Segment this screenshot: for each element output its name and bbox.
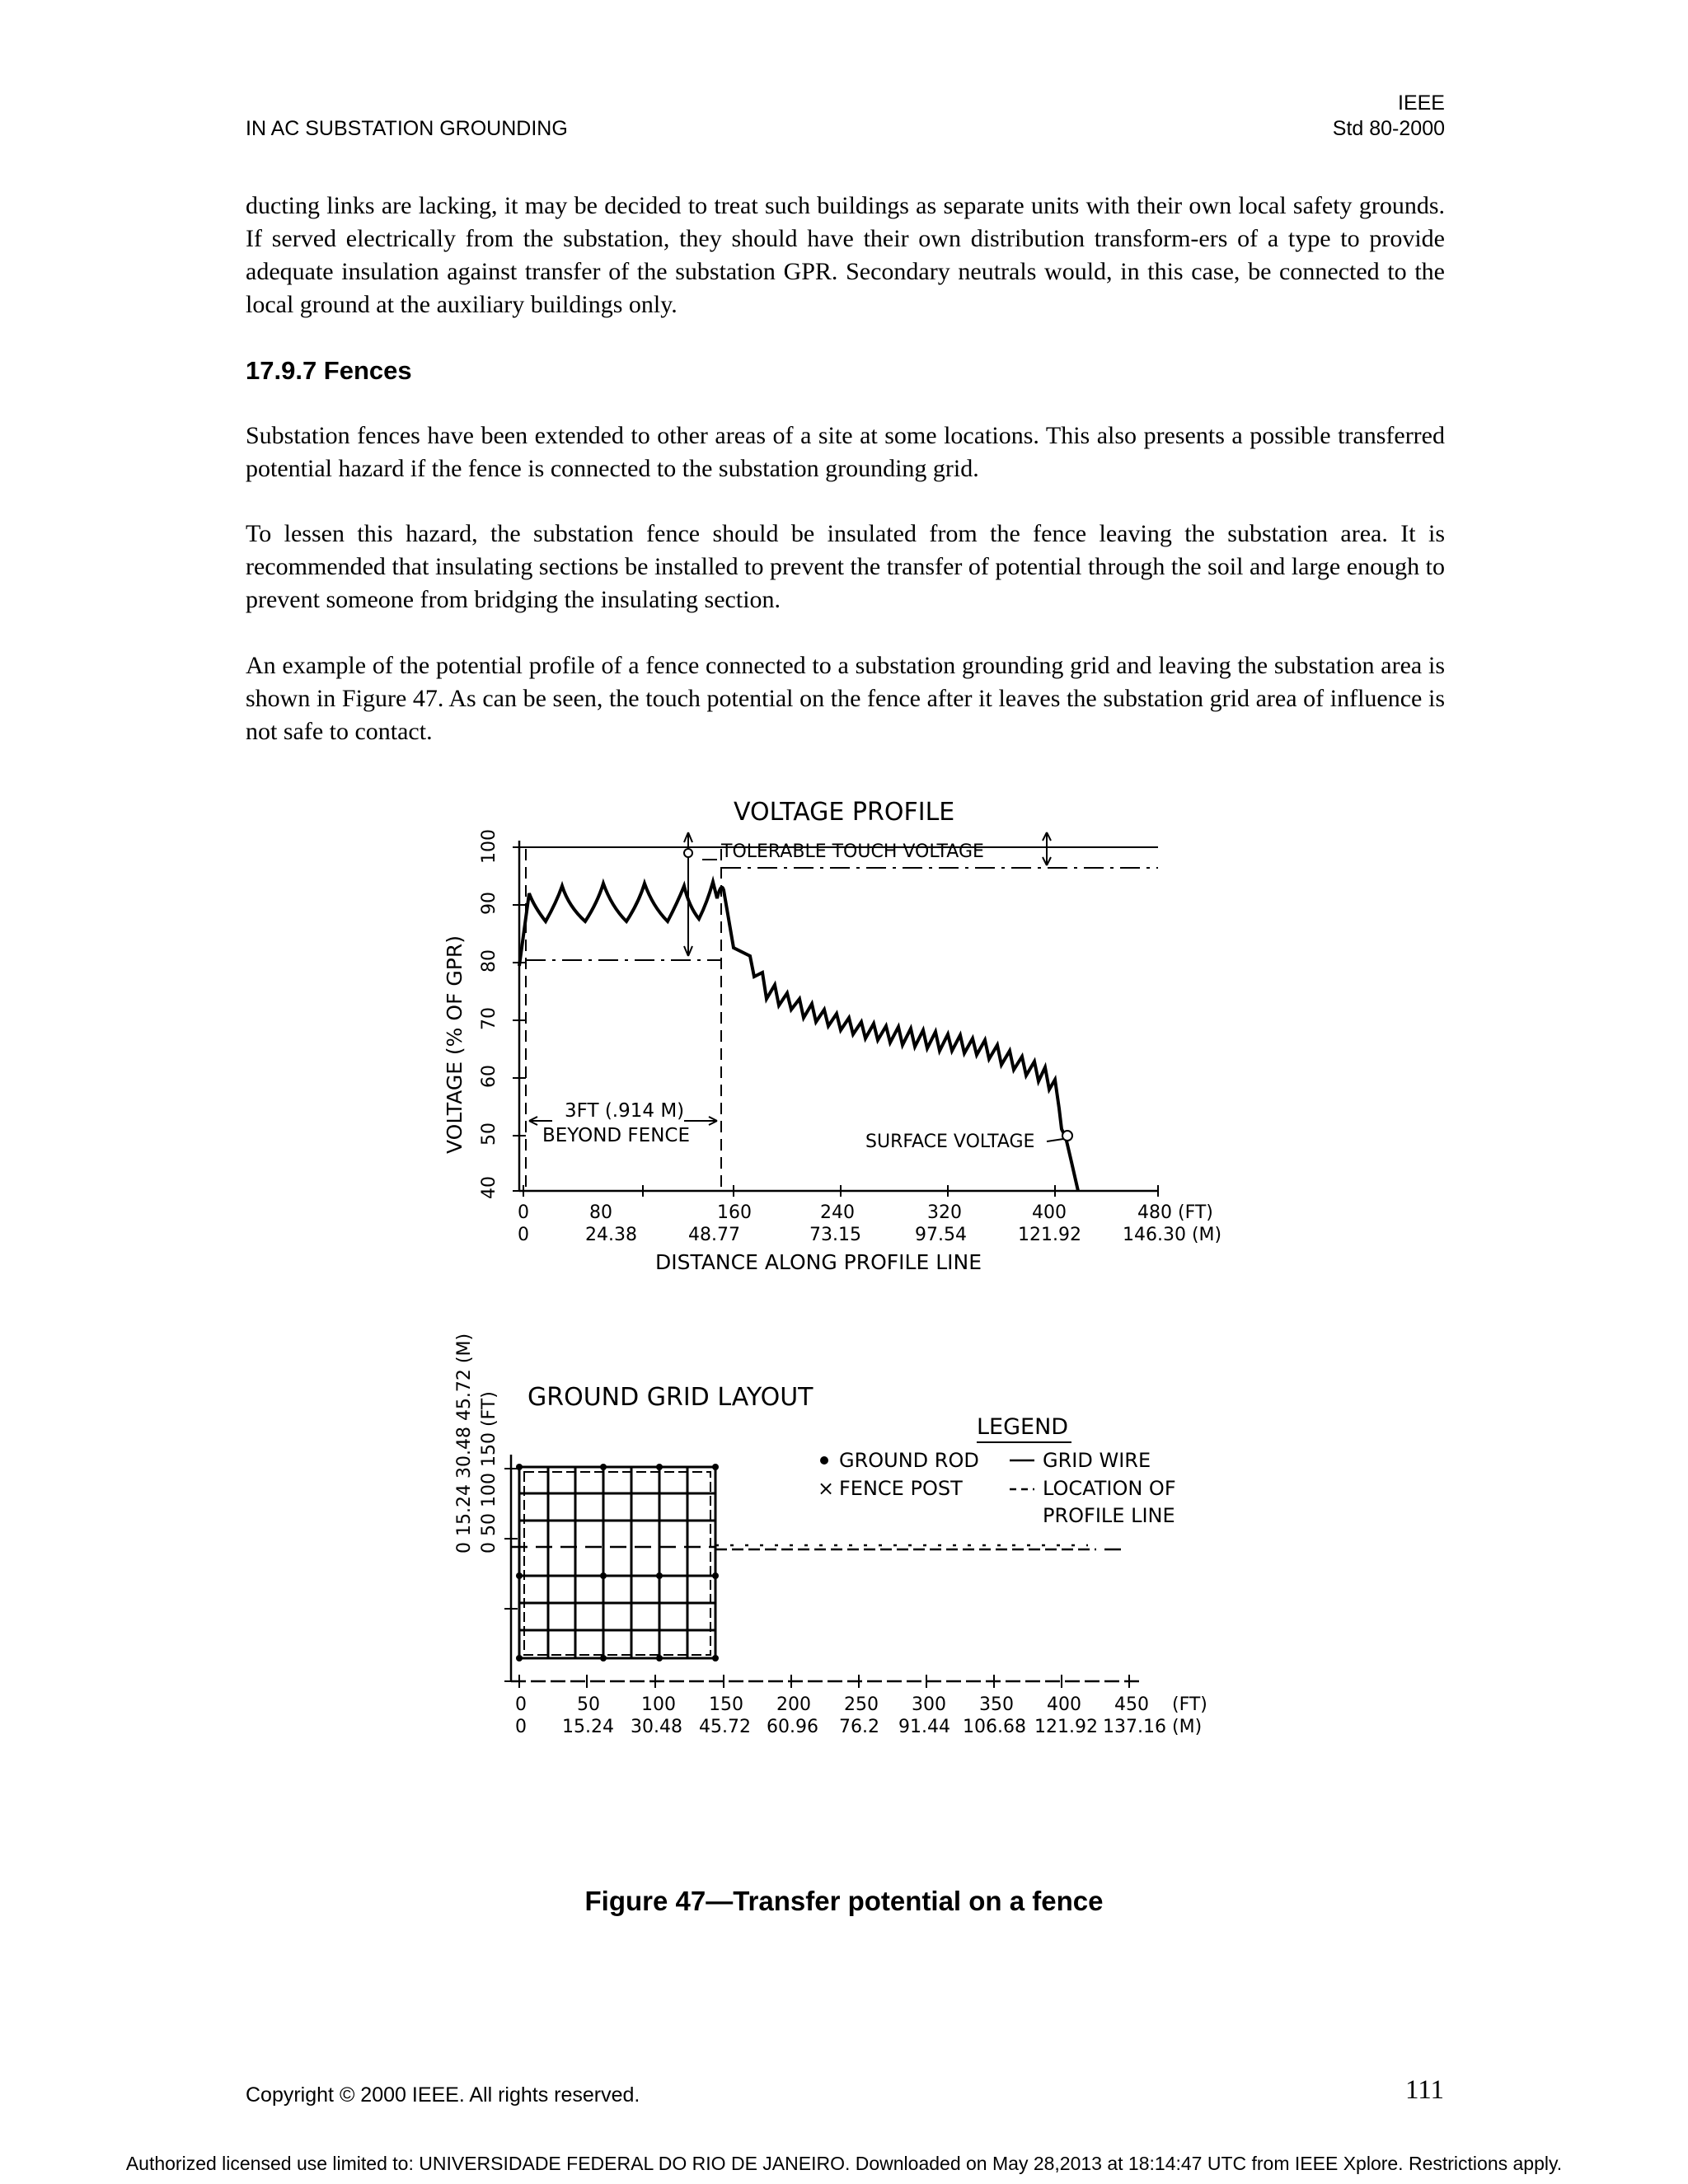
grid-xtick-ft-300: 300: [912, 1694, 946, 1715]
grid-xtick-ft-150: 150: [709, 1694, 743, 1715]
grid-xtick-m-106: 106.68: [963, 1717, 1026, 1737]
grid-xtick-ft-0: 0: [515, 1694, 527, 1715]
page-number: 111: [1404, 2075, 1444, 2105]
paragraph-fence-hazard: Substation fences have been extended to other areas of a site at some locations. This also presents a possible transferred potential hazard if the fence is connected to the substation grounding grid.: [246, 422, 1445, 482]
grid-xtick-ft-200: 200: [776, 1694, 811, 1715]
voltage-ylabel: VOLTAGE (% OF GPR): [443, 935, 467, 1154]
ytick-40: 40: [479, 1176, 499, 1199]
figure-47-drawing: [437, 783, 1269, 1846]
xtick-m-24: 24.38: [585, 1225, 637, 1245]
voltage-x-tick-labels-ft: [518, 1202, 1213, 1223]
ytick-70: 70: [479, 1007, 499, 1030]
ytick-80: 80: [479, 949, 499, 972]
grid-xtick-m-91: 91.44: [898, 1717, 950, 1737]
legend-ground-rod-label: GROUND ROD: [839, 1449, 979, 1472]
xtick-ft-240: 240: [820, 1202, 855, 1223]
section-heading-fences: 17.9.7 Fences: [246, 356, 412, 385]
grid-xtick-m-15: 15.24: [562, 1717, 614, 1737]
paragraph-auxiliary-buildings: ducting links are lacking, it may be decided to treat such buildings as separate units with their own local safety grounds. If served electrically from the substation, they should have their own distribution transform-ers of a type to provide adequate insulation against transfer of the substation GPR. Secondary neutrals would, in this case, be connected to the local ground at the auxiliary buildings only.: [246, 192, 1445, 318]
figure-47: [437, 783, 1269, 1846]
voltage-profile-title: VOLTAGE PROFILE: [734, 798, 955, 827]
xtick-ft-80: 80: [589, 1202, 612, 1223]
header-org: IEEE: [1398, 91, 1445, 115]
xtick-ft-400: 400: [1032, 1202, 1067, 1223]
running-header-title: IN AC SUBSTATION GROUNDING: [246, 117, 568, 140]
grid-xtick-ft-unit: (FT): [1172, 1694, 1207, 1715]
ytick-90: 90: [479, 892, 499, 915]
figure-caption: Figure 47—Transfer potential on a fence: [584, 1886, 1104, 1916]
legend-profile-line-label-1: LOCATION OF: [1043, 1477, 1176, 1500]
grid-xtick-m-unit: (M): [1172, 1717, 1203, 1737]
surface-voltage-label: SURFACE VOLTAGE: [865, 1132, 1035, 1152]
surface-voltage-pointer: [1047, 1139, 1063, 1141]
xtick-ft-160: 160: [717, 1202, 752, 1223]
grid-xtick-m-0: 0: [515, 1717, 527, 1737]
grid-xtick-ft-350: 350: [979, 1694, 1014, 1715]
legend-profile-line-label-2: PROFILE LINE: [1043, 1504, 1175, 1527]
running-header-standard: [1333, 91, 1445, 142]
grid-xtick-m-137: 137.16: [1103, 1717, 1166, 1737]
voltage-y-tick-labels: [479, 829, 499, 1199]
xtick-m-121: 121.92: [1018, 1225, 1081, 1245]
beyond-fence-label-line2: BEYOND FENCE: [542, 1125, 690, 1146]
grid-x-tick-labels-m: [515, 1717, 1202, 1737]
grid-xtick-m-30: 30.48: [631, 1717, 682, 1737]
header-std-number: Std 80-2000: [1332, 117, 1445, 140]
xtick-m-73: 73.15: [809, 1225, 861, 1245]
xtick-ft-0: 0: [518, 1202, 529, 1223]
grid-layout-title: GROUND GRID LAYOUT: [528, 1383, 814, 1412]
voltage-x-tick-labels-m: [518, 1225, 1221, 1245]
surface-voltage-point: [1062, 1131, 1072, 1141]
xtick-m-0: 0: [518, 1225, 529, 1245]
grid-xtick-ft-100: 100: [641, 1694, 676, 1715]
xtick-ft-320: 320: [927, 1202, 962, 1223]
grid-yaxis-ft: 0 50 100 150 (FT): [479, 1391, 499, 1554]
beyond-fence-label-line1: 3FT (.914 M): [565, 1100, 685, 1122]
grid-xtick-m-60: 60.96: [767, 1717, 818, 1737]
legend-fence-post-label: FENCE POST: [839, 1477, 963, 1500]
tolerable-touch-voltage-label: TOLERABLE TOUCH VOLTAGE: [721, 841, 984, 862]
grid-x-tick-labels-ft: [515, 1694, 1207, 1715]
grid-legend: [818, 1414, 1176, 1527]
grid-xtick-m-121: 121.92: [1034, 1717, 1098, 1737]
voltage-xlabel: DISTANCE ALONG PROFILE LINE: [655, 1250, 982, 1274]
xtick-ft-480: 480 (FT): [1137, 1202, 1213, 1223]
legend-fence-post-symbol: ×: [818, 1477, 835, 1500]
ytick-50: 50: [479, 1122, 499, 1146]
xtick-m-146: 146.30 (M): [1123, 1225, 1222, 1245]
grid-xtick-ft-250: 250: [844, 1694, 879, 1715]
paragraph-figure-reference: An example of the potential profile of a fence connected to a substation grounding grid and leaving the substation area is shown in Figure 47. As can be seen, the touch potential on the fence after it leaves the substation grid area of influence is not safe to contact.: [246, 652, 1445, 745]
ytick-100: 100: [479, 829, 499, 864]
copyright-notice: Copyright © 2000 IEEE. All rights reserved.: [246, 2083, 640, 2107]
ground-grid-square: [519, 1467, 715, 1658]
grid-yaxis-m: 0 15.24 30.48 45.72 (M): [454, 1333, 475, 1554]
legend-grid-wire-label: GRID WIRE: [1043, 1449, 1151, 1472]
grid-xtick-m-76: 76.2: [839, 1717, 879, 1737]
grid-xtick-ft-50: 50: [577, 1694, 600, 1715]
xtick-m-97: 97.54: [915, 1225, 967, 1245]
paragraph-insulating-sections: To lessen this hazard, the substation fence should be insulated from the fence leaving the substation area. It is recommended that insulating sections be installed to prevent the transfer of potential through the soil and large enough to prevent someone from bridging the insulating section.: [246, 520, 1445, 613]
xtick-m-48: 48.77: [688, 1225, 740, 1245]
grid-xtick-m-45: 45.72: [699, 1717, 751, 1737]
license-notice: Authorized licensed use limited to: UNIVERSIDADE FEDERAL DO RIO DE JANEIRO. Downloaded on May 28,2013 at 18:14:47 UTC from IEEE Xplore. Restrictions apply.: [125, 2153, 1563, 2174]
grid-xtick-ft-450: 450: [1114, 1694, 1149, 1715]
legend-ground-rod-symbol: [820, 1456, 828, 1465]
grid-xtick-ft-400: 400: [1047, 1694, 1081, 1715]
legend-title: LEGEND: [977, 1414, 1069, 1440]
ytick-60: 60: [479, 1065, 499, 1088]
